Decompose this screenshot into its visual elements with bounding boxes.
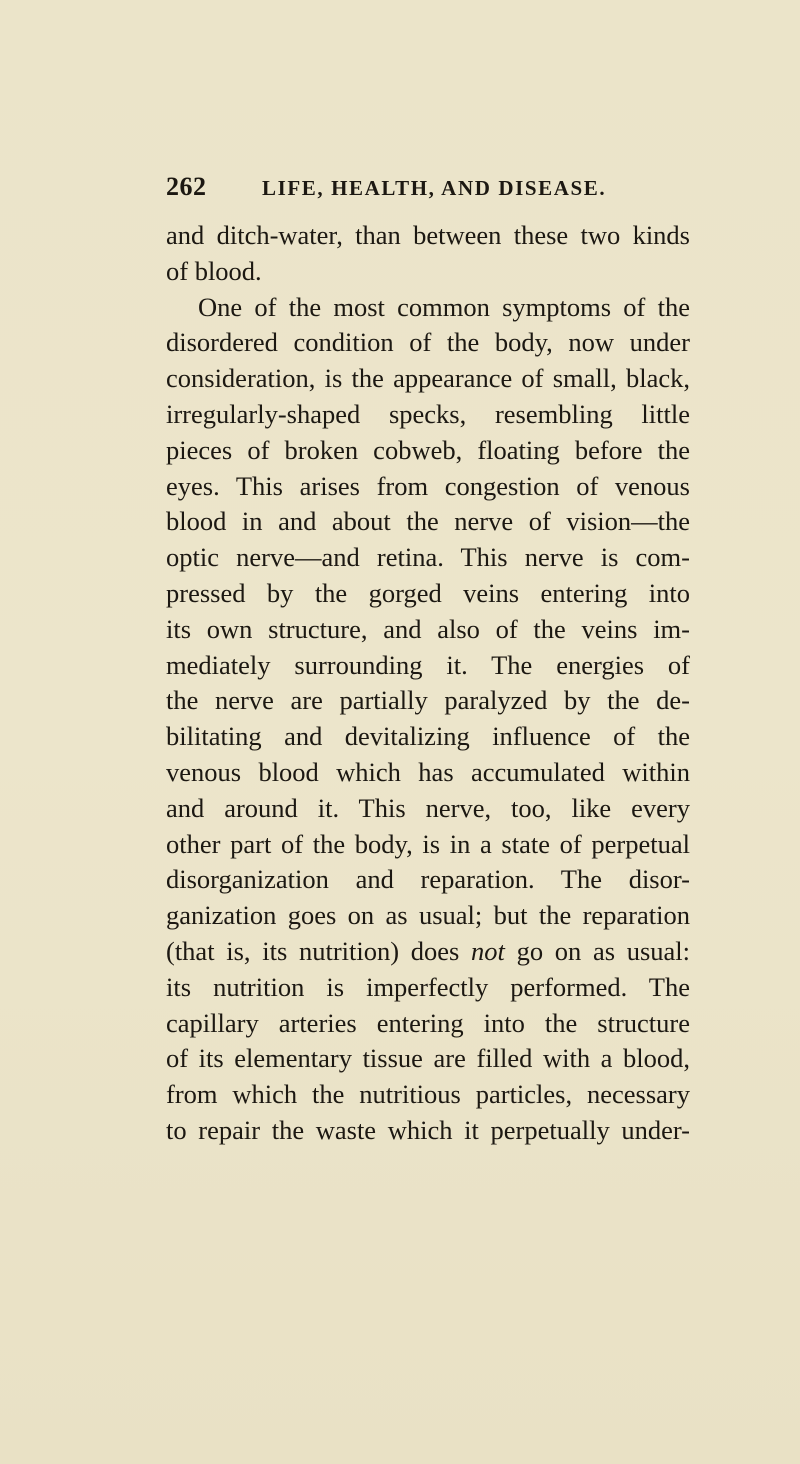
- running-head: LIFE, HEALTH, AND DISEASE.: [262, 176, 607, 200]
- text-line: ganization goes on as usual; but the reparation: [166, 900, 690, 931]
- italic-word: not: [471, 935, 505, 966]
- text-line: optic nerve—and retina. This nerve is com-: [166, 542, 690, 573]
- text-line: and around it. This nerve, too, like every: [166, 792, 690, 823]
- page-number: 262: [166, 172, 207, 201]
- body-text: [166, 218, 690, 1149]
- text-line: from which the nutritious particles, necessary: [166, 1079, 690, 1110]
- text-line: mediately surrounding it. The energies of: [166, 649, 690, 680]
- text-line: disorganization and reparation. The disor-: [166, 864, 690, 895]
- text-line: pieces of broken cobweb, floating before the: [166, 434, 690, 465]
- line-segment: (that is, its nutrition) does: [166, 935, 472, 966]
- text-line: irregularly-shaped specks, resembling little: [166, 398, 690, 429]
- text-line-with-italic: [166, 934, 690, 970]
- text-line: venous blood which has accumulated within: [166, 756, 690, 787]
- text-line: consideration, is the appearance of small, black,: [166, 363, 690, 394]
- text-line: of blood.: [166, 255, 262, 286]
- text-line: blood in and about the nerve of vision—the: [166, 506, 690, 537]
- line-segment: go on as usual:: [504, 935, 691, 966]
- text-line: of its elementary tissue are filled with a blood,: [166, 1043, 690, 1074]
- text-line: the nerve are partially paralyzed by the de-: [166, 685, 690, 716]
- text-line: its nutrition is imperfectly performed. The: [166, 971, 690, 1002]
- text-line: capillary arteries entering into the structure: [166, 1007, 690, 1038]
- page-header: [166, 172, 686, 204]
- text-line: and ditch-water, than between these two kinds: [166, 220, 690, 250]
- paragraph-start-line: One of the most common symptoms of the: [198, 291, 690, 322]
- text-line: bilitating and devitalizing influence of the: [166, 721, 690, 752]
- text-line: its own structure, and also of the veins im-: [166, 613, 690, 644]
- text-line: to repair the waste which it perpetually under-: [166, 1114, 690, 1145]
- text-line: other part of the body, is in a state of perpetual: [166, 828, 690, 859]
- text-line: eyes. This arises from congestion of venous: [166, 470, 690, 501]
- text-line: disordered condition of the body, now under: [166, 327, 690, 358]
- text-line: pressed by the gorged veins entering into: [166, 577, 690, 608]
